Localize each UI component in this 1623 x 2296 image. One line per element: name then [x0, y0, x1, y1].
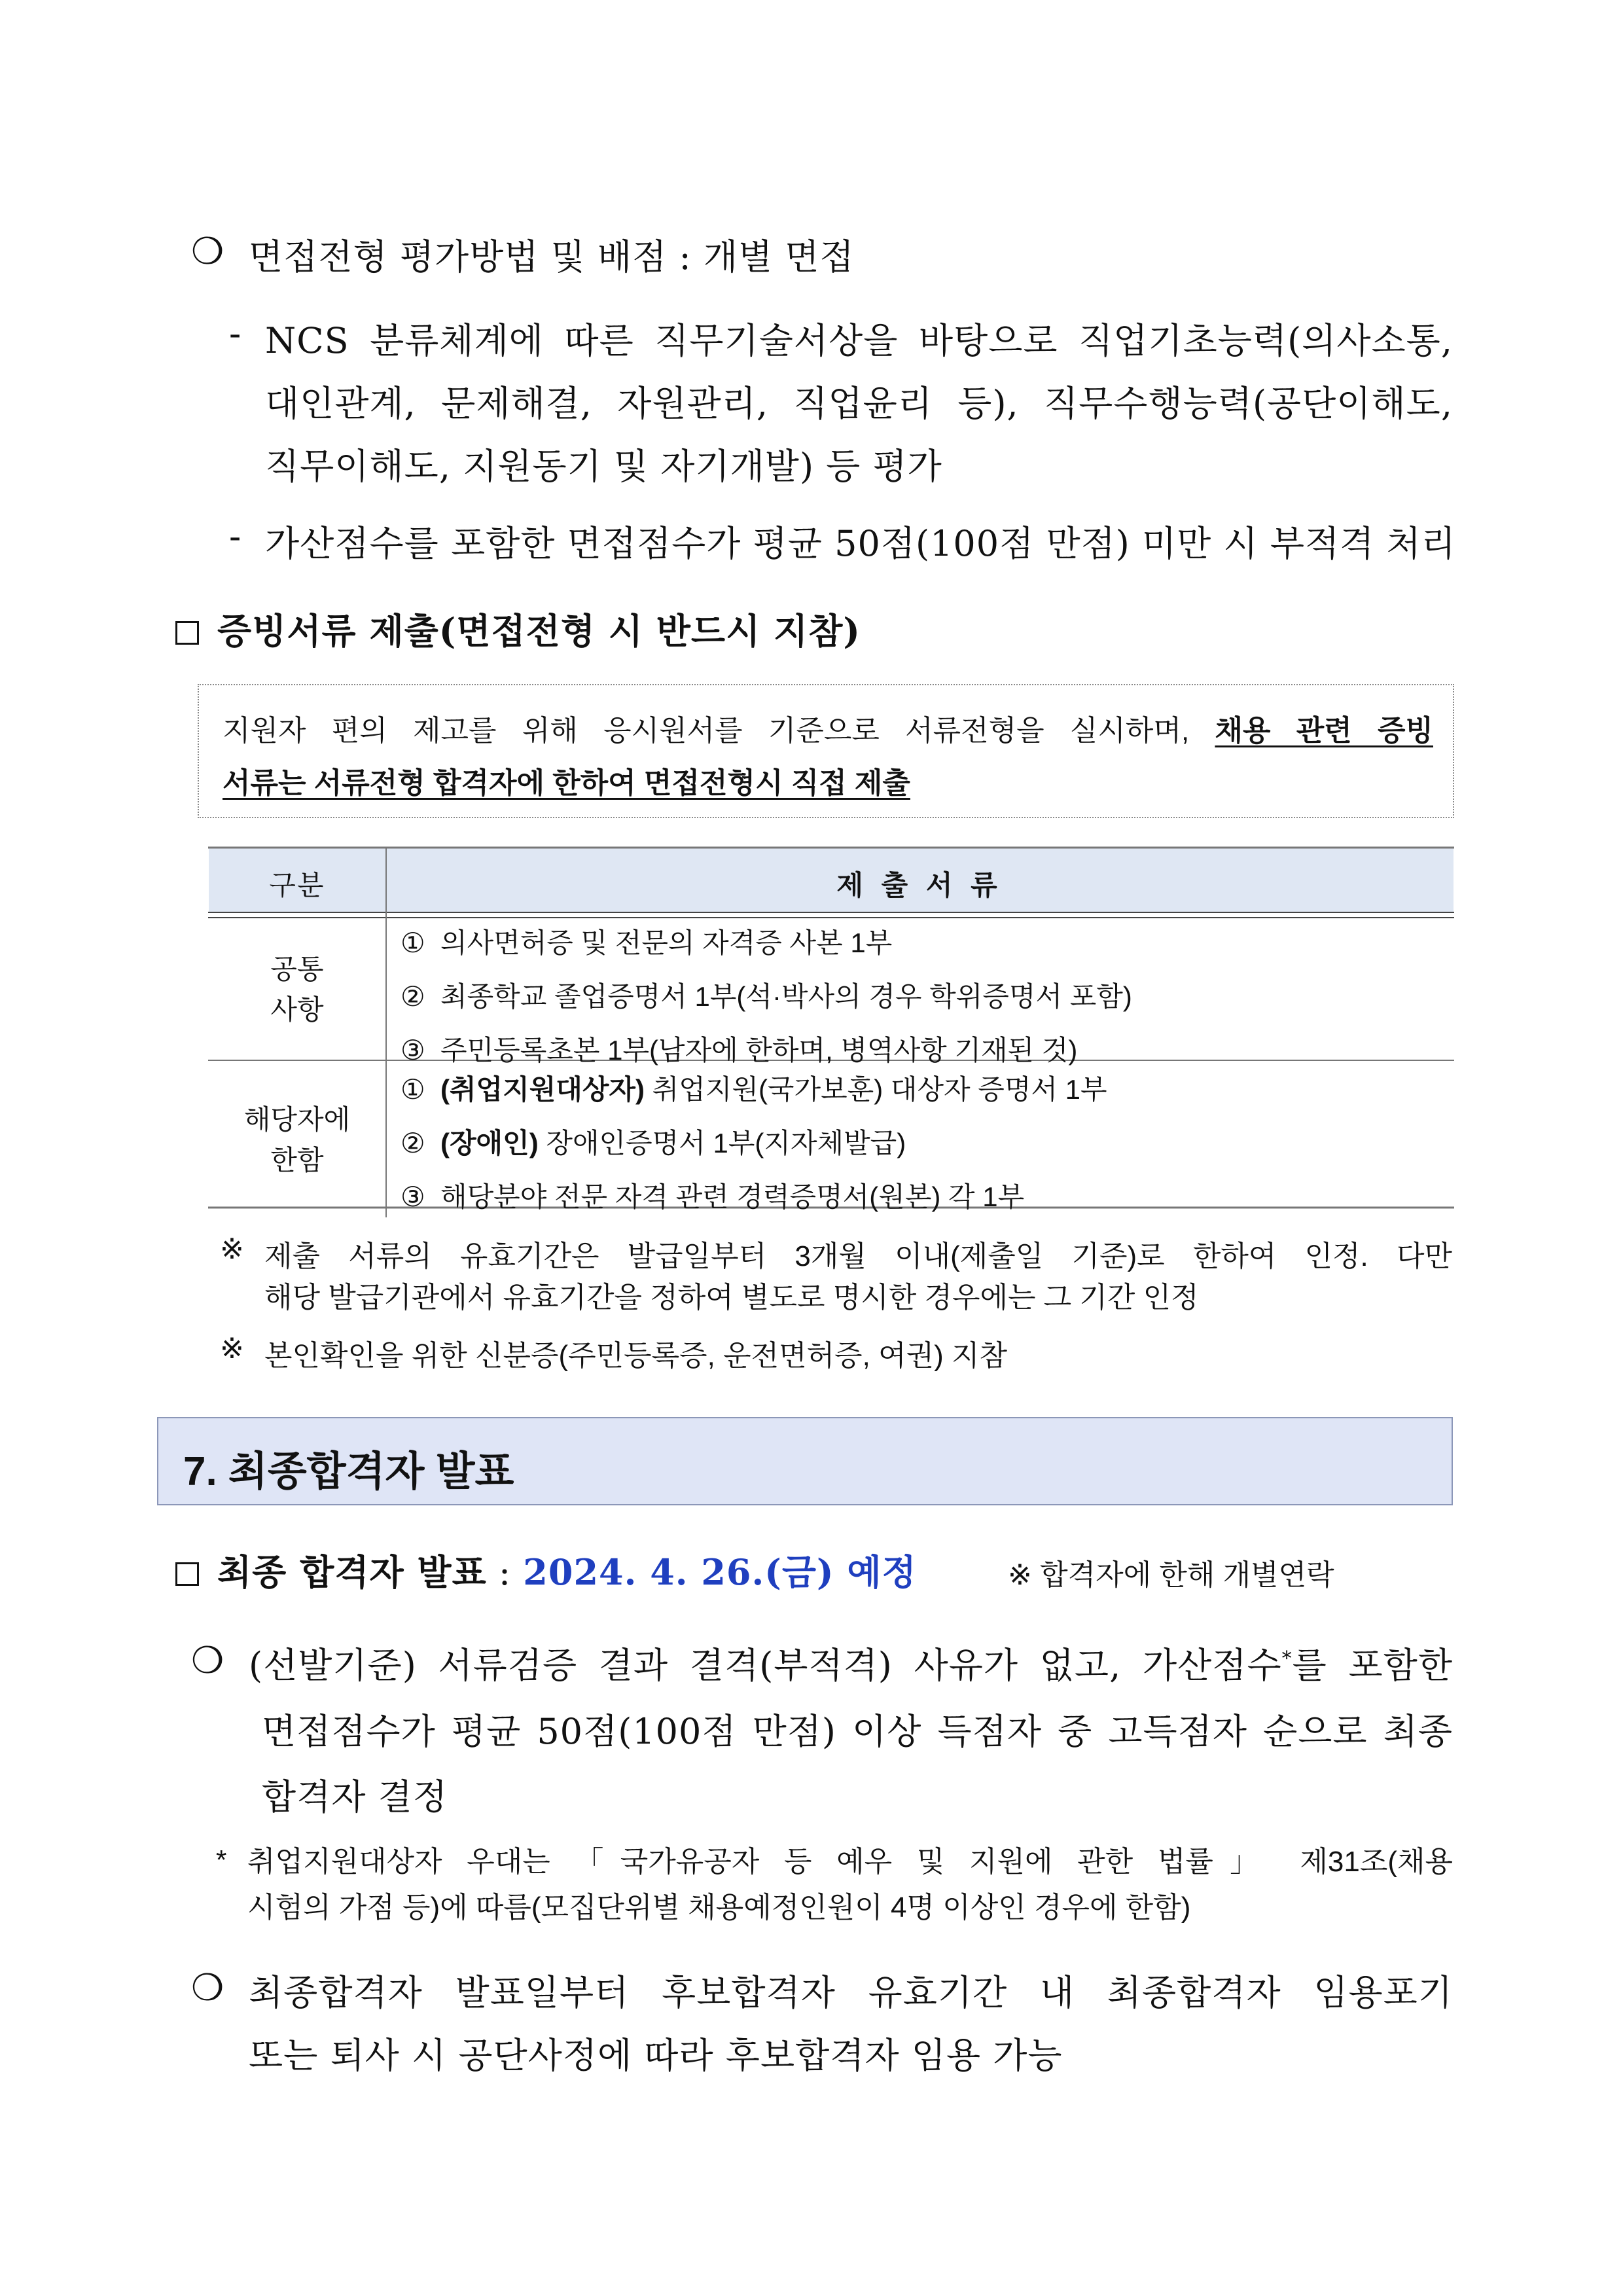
table-row: ② 최종학교 졸업증명서 1부(석·박사의 경우 학위증명서 포함)	[401, 981, 1132, 1012]
announce-note: ※ 합격자에 한해 개별연락	[1008, 1559, 1334, 1591]
reserve-line-1: 최종합격자 발표일부터 후보합격자 유효기간 내 최종합격자 임용포기	[249, 1972, 1453, 2013]
table-category-applicable	[208, 1100, 386, 1181]
dash-marker: -	[229, 313, 242, 354]
circle-bullet-icon: ❍	[191, 230, 224, 273]
notice-bold-text-2: 서류는 서류전형 합격자에 한하여 면접전형시 직접 제출	[223, 767, 910, 799]
interview-item-2-line-1: 가산점수를 포함한 면접점수가 평균 50점(100점 만점) 미만 시 부적격 처리	[265, 523, 1456, 564]
interview-item-1-line-3: 직무이해도, 지원동기 및 자기개발) 등 평가	[265, 446, 942, 487]
announce-label: 최종 합격자 발표	[217, 1551, 487, 1593]
table-row: ③ 주민등록초본 1부(남자에 한하며, 병역사항 기재된 것)	[401, 1035, 1078, 1066]
category-text: 한함	[270, 1145, 324, 1175]
table-row: ③ 해당분야 전문 자격 관련 경력증명서(원본) 각 1부	[401, 1181, 1025, 1212]
category-text: 해당자에	[243, 1104, 351, 1135]
section-7-heading: 7. 최종합격자 발표	[183, 1449, 514, 1494]
footnote-line-1: 취업지원대상자 우대는 「국가유공자 등 예우 및 지원에 관한 법률」 제31조(채용	[247, 1846, 1453, 1878]
table-row: ① (취업지원대상자) 취업지원(국가보훈) 대상자 증명서 1부	[401, 1074, 1107, 1105]
documents-heading	[175, 603, 861, 654]
table-category-common	[208, 949, 386, 1030]
announce-date: 2024. 4. 26.(금) 예정	[523, 1551, 917, 1593]
table-row: ① 의사면허증 및 전문의 자격증 사본 1부	[401, 927, 893, 958]
criteria-line-1	[249, 1638, 1453, 1688]
reserve-line-2: 또는 퇴사 시 공단사정에 따라 후보합격자 임용 가능	[249, 2035, 1063, 2076]
table-header-documents: 제 출 서 류	[836, 870, 1003, 901]
criteria-text: (선발기준) 서류검증 결과 결격(부적격) 사유가 없고, 가산점수	[249, 1645, 1282, 1686]
criteria-footnote-mark: *	[1281, 1647, 1293, 1670]
note-1-line-2: 해당 발급기관에서 유효기간을 정하여 별도로 명시한 경우에는 그 기간 인정	[264, 1282, 1199, 1314]
criteria-line-3: 합격자 결정	[262, 1776, 448, 1818]
interview-item-1-line-1: NCS 분류체계에 따른 직무기술서상을 바탕으로 직업기초능력(의사소통,	[265, 320, 1453, 361]
square-bullet-icon	[175, 1562, 199, 1586]
table-row: ② (장애인) 장애인증명서 1부(지자체발급)	[401, 1128, 906, 1158]
note-1-line-1: 제출 서류의 유효기간은 발급일부터 3개월 이내(제출일 기준)로 한하여 인정. 다만	[264, 1240, 1452, 1272]
criteria-text: 를 포함한	[1292, 1645, 1454, 1686]
interview-item-1-line-2: 대인관계, 문제해결, 자원관리, 직업윤리 등), 직무수행능력(공단이해도,	[265, 383, 1453, 424]
category-text: 공통	[270, 954, 324, 984]
circle-bullet-icon: ❍	[191, 1640, 224, 1682]
footnote-line-2: 시험의 가점 등)에 따름(모집단위별 채용예정인원이 4명 이상인 경우에 한함)	[247, 1892, 1191, 1924]
dash-marker: -	[229, 516, 242, 557]
criteria-line-2: 면접점수가 평균 50점(100점 만점) 이상 득점자 중 고득점자 순으로 최종	[262, 1711, 1453, 1752]
interview-method-title: 면접전형 평가방법 및 배점 : 개별 면접	[249, 236, 855, 278]
documents-title: 증빙서류 제출(면접전형 시 반드시 지참)	[217, 610, 861, 652]
table-header-category: 구분	[269, 870, 325, 901]
note-2-line-1: 본인확인을 위한 신분증(주민등록증, 운전면허증, 여권) 지참	[264, 1340, 1007, 1372]
announce-separator: :	[498, 1552, 512, 1593]
footnote-mark: *	[216, 1844, 227, 1875]
announce-line	[175, 1545, 917, 1595]
notice-plain-text: 지원자 편의 제고를 위해 응시원서를 기준으로 서류전형을 실시하며,	[223, 715, 1190, 747]
category-text: 사항	[270, 994, 324, 1025]
notice-bold-text-1: 채용 관련 증빙	[1215, 715, 1433, 747]
note-mark: ※	[220, 1333, 244, 1365]
note-mark: ※	[220, 1233, 244, 1265]
square-bullet-icon	[175, 621, 199, 645]
notice-line-1	[223, 707, 1433, 749]
circle-bullet-icon: ❍	[191, 1967, 224, 2009]
